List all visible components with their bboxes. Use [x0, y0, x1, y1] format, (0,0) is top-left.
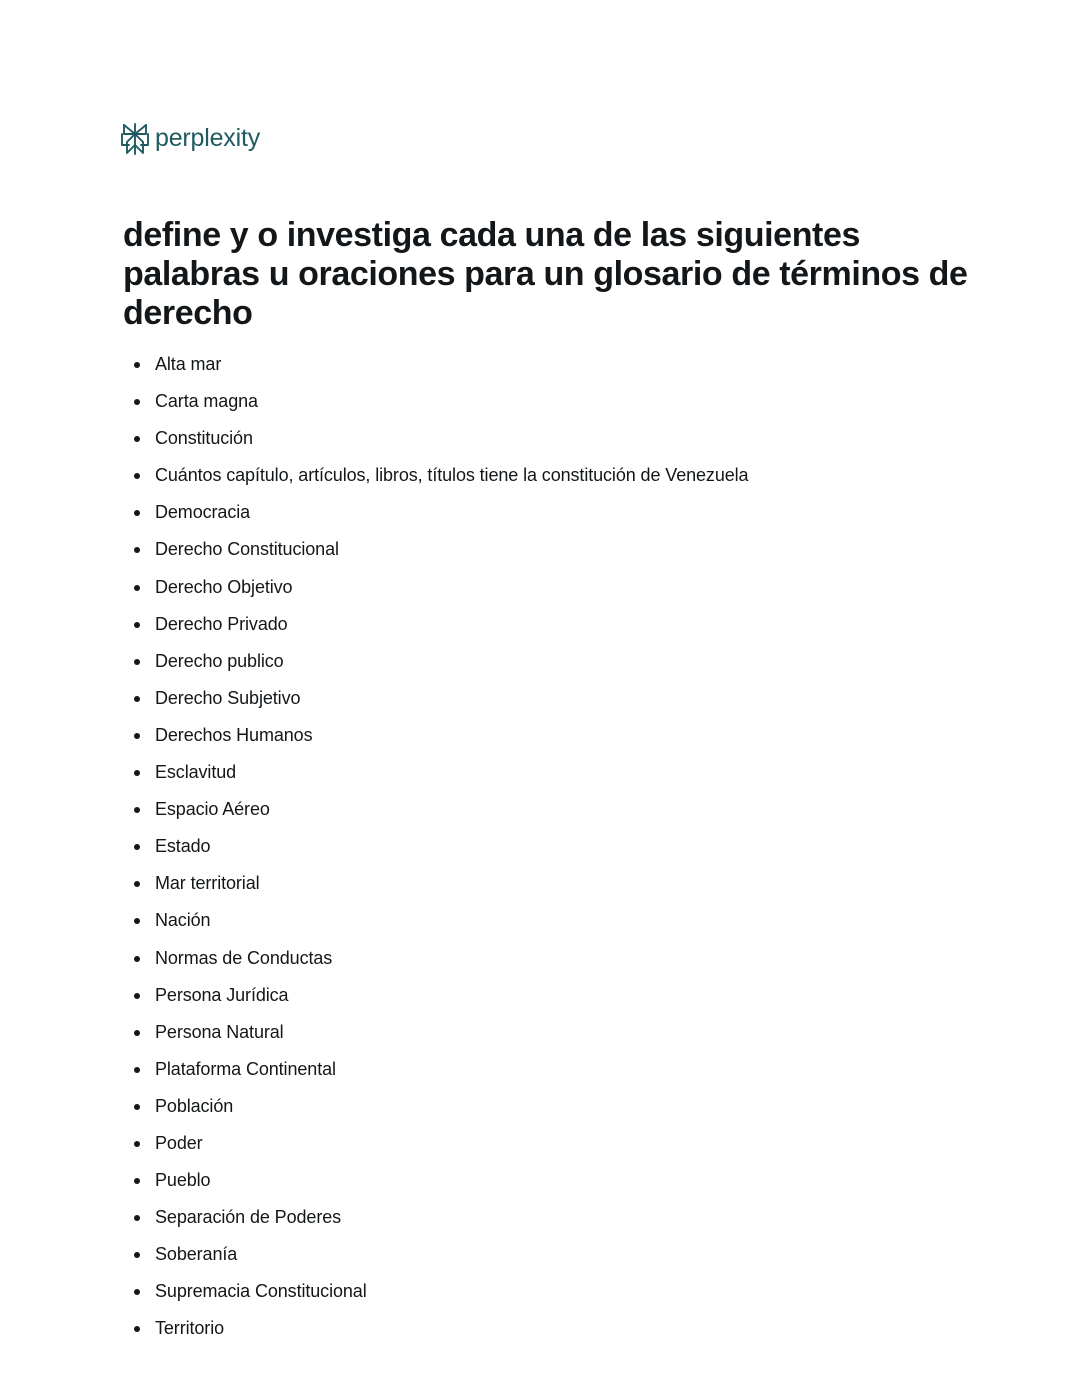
list-item: Normas de Conductas: [129, 940, 748, 977]
list-item: Estado: [129, 828, 748, 865]
list-item: Derechos Humanos: [129, 717, 748, 754]
list-item: Supremacia Constitucional: [129, 1273, 748, 1310]
list-item: Derecho Objetivo: [129, 569, 748, 606]
perplexity-logo-icon: [121, 123, 149, 155]
list-item: Plataforma Continental: [129, 1051, 748, 1088]
list-item: Constitución: [129, 420, 748, 457]
list-item: Esclavitud: [129, 754, 748, 791]
list-item: Espacio Aéreo: [129, 791, 748, 828]
list-item: Alta mar: [129, 346, 748, 383]
brand-name: perplexity: [155, 123, 260, 152]
list-item: Derecho Constitucional: [129, 531, 748, 568]
document-title: define y o investiga cada una de las siguientes palabras u oraciones para un glosario de términos de derecho: [123, 216, 968, 332]
list-item: Pueblo: [129, 1162, 748, 1199]
list-item: Nación: [129, 902, 748, 939]
brand-logo: [121, 123, 260, 155]
list-item: Persona Natural: [129, 1014, 748, 1051]
list-item: Población: [129, 1088, 748, 1125]
list-item: Separación de Poderes: [129, 1199, 748, 1236]
list-item: Mar territorial: [129, 865, 748, 902]
list-item: Derecho publico: [129, 643, 748, 680]
list-item: Democracia: [129, 494, 748, 531]
list-item: Carta magna: [129, 383, 748, 420]
list-item: Derecho Subjetivo: [129, 680, 748, 717]
list-item: Soberanía: [129, 1236, 748, 1273]
list-item: Poder: [129, 1125, 748, 1162]
list-item: Territorio: [129, 1310, 748, 1347]
list-item: Cuántos capítulo, artículos, libros, títulos tiene la constitución de Venezuela: [129, 457, 748, 494]
list-item: Persona Jurídica: [129, 977, 748, 1014]
list-item: Derecho Privado: [129, 606, 748, 643]
terms-list: [129, 346, 748, 1348]
